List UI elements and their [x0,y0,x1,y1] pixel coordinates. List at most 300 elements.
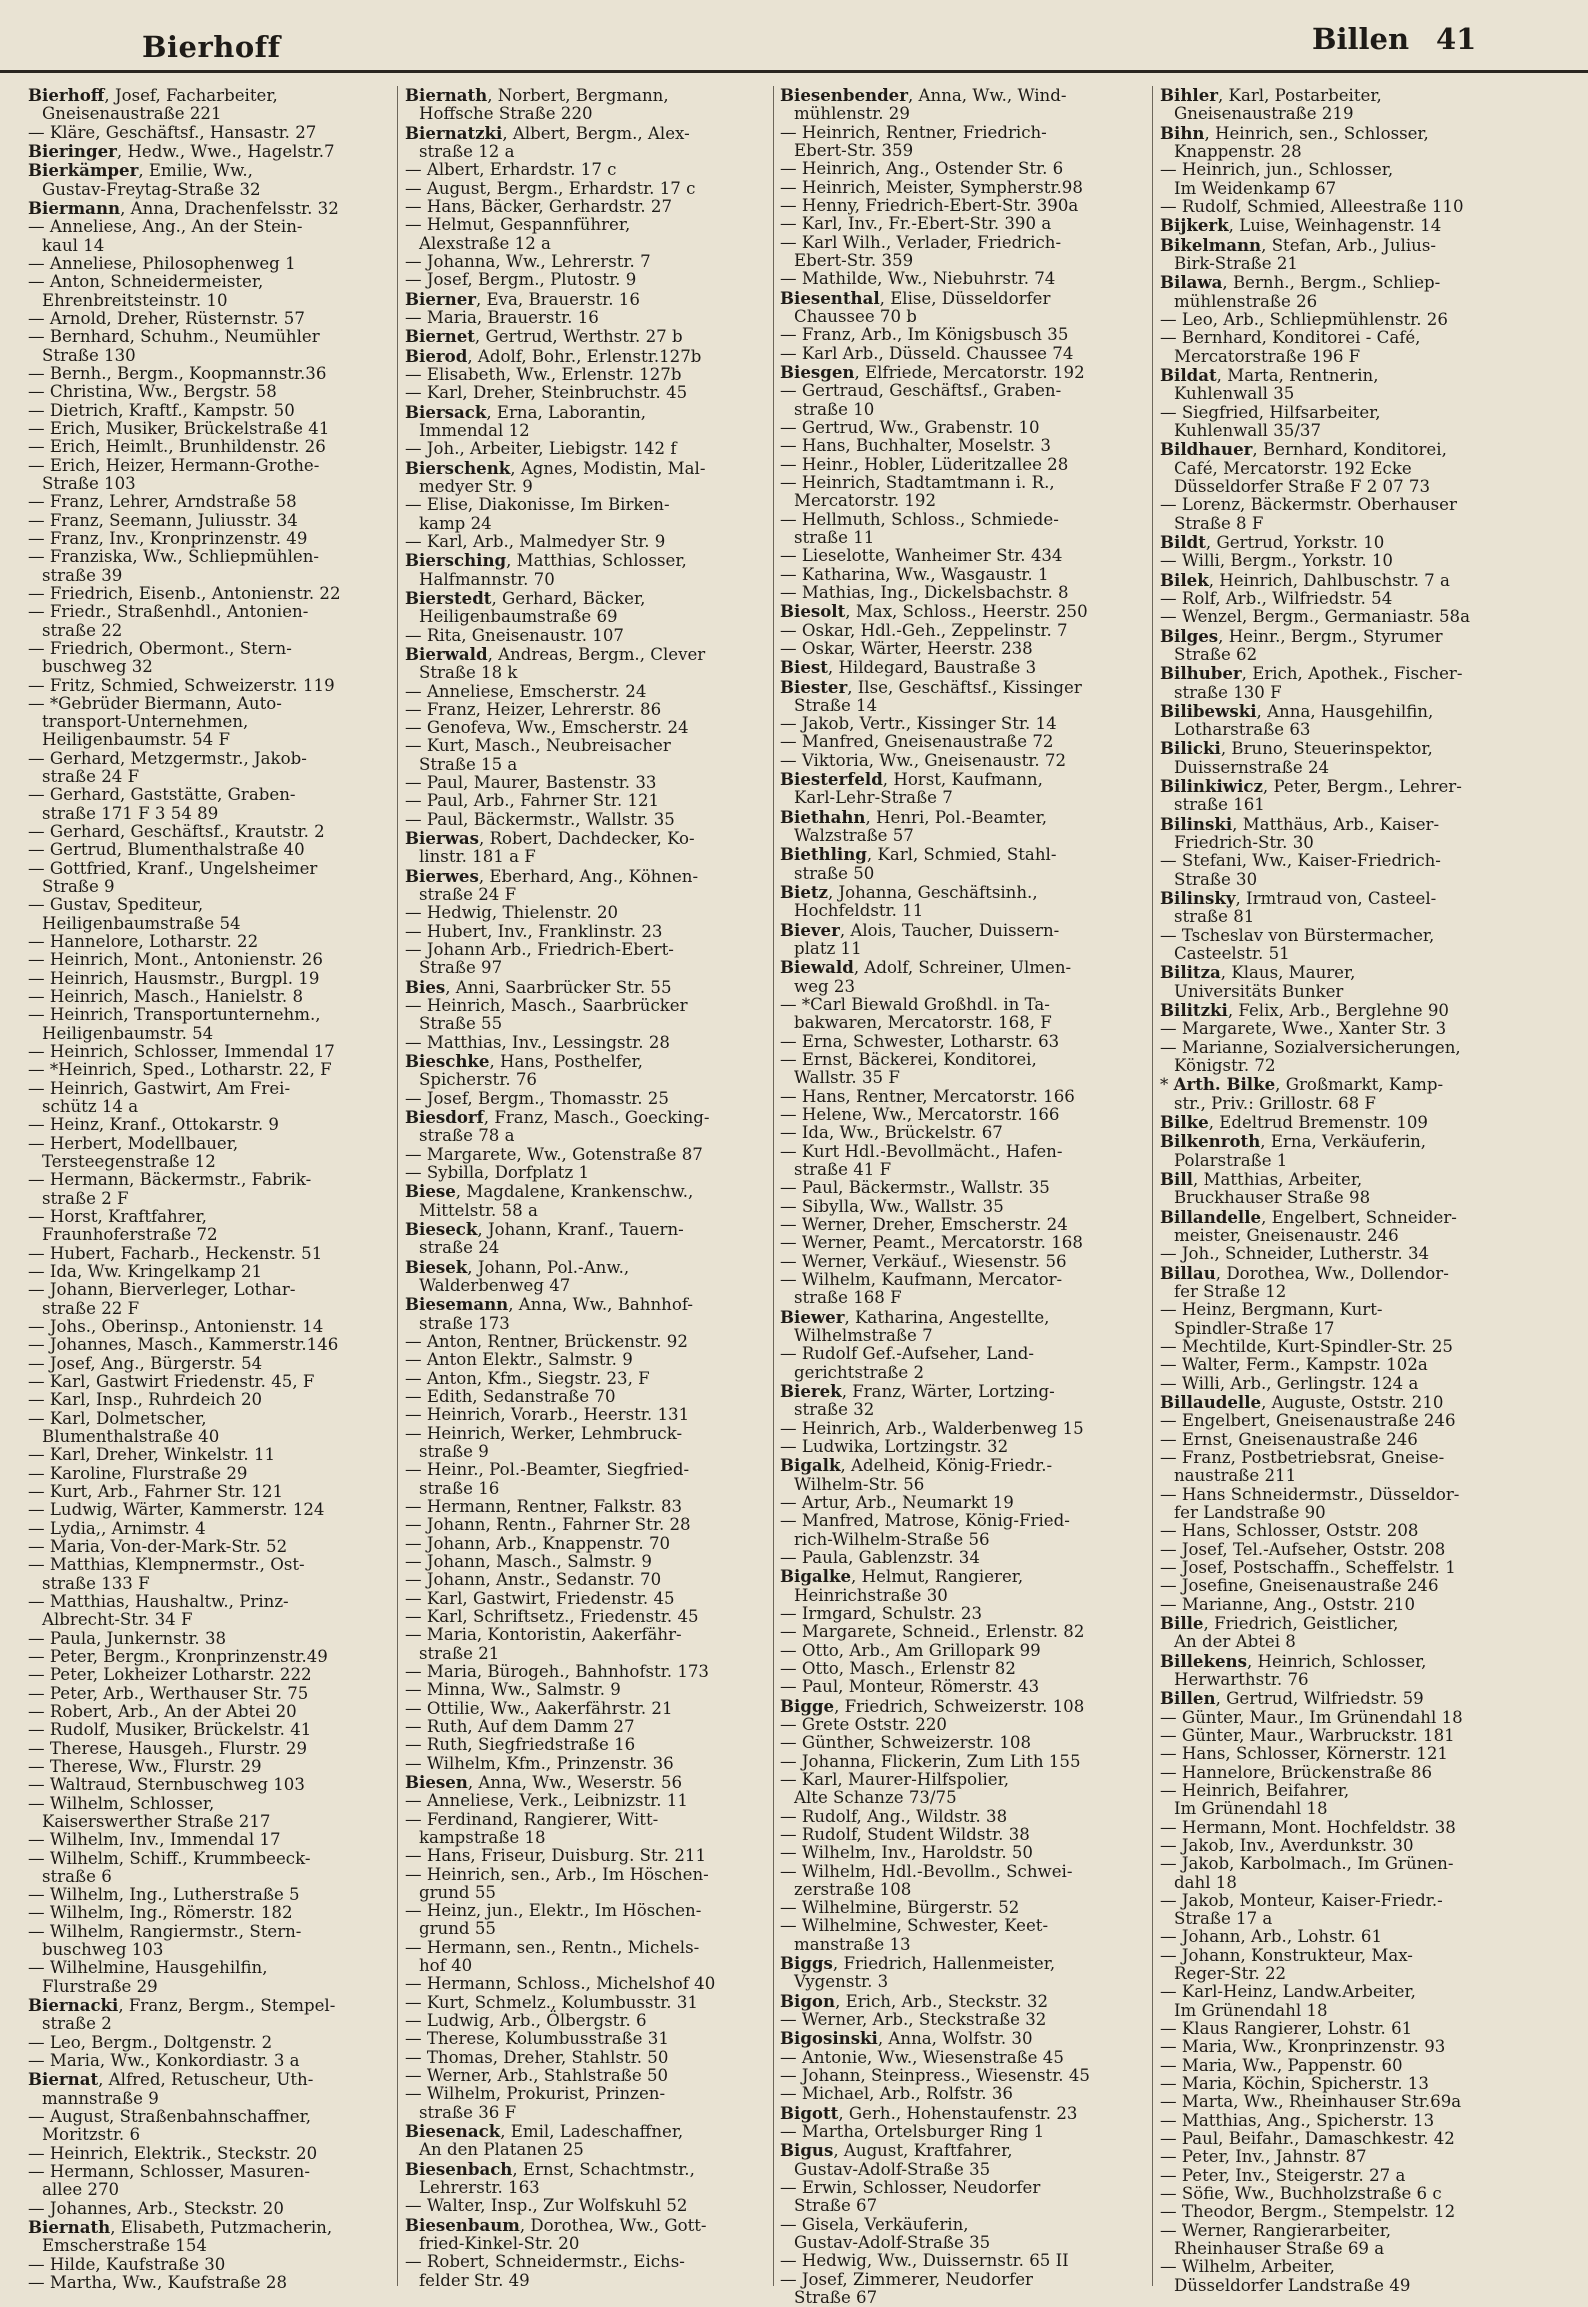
directory-entry-line: — Günter, Maur., Im Grünendahl 18 [1160,1707,1463,1727]
directory-entry-line: — Peter, Arb., Werthauser Str. 75 [28,1683,309,1703]
directory-entry-line: — Werner, Verkäuf., Wiesenstr. 56 [780,1251,1067,1271]
directory-entry-line: — Johannes, Arb., Steckstr. 20 [28,2198,284,2218]
directory-entry-line: Bieringer, Hedw., Wwe., Hagelstr.7 [28,140,335,161]
directory-entry-line: — Bernh., Bergm., Koopmannstr.36 [28,363,327,383]
directory-entry-line: — Rudolf, Student Wildstr. 38 [780,1824,1030,1844]
directory-entry-line: — Walter, Ferm., Kampstr. 102a [1160,1355,1428,1375]
directory-entry-line: Spindler-Straße 17 [1174,1318,1335,1338]
directory-entry-line: straße 22 [42,620,123,640]
directory-entry-line: — Karl, Dreher, Steinbruchstr. 45 [405,383,688,403]
directory-entry-line: Biesenthal, Elise, Düsseldorfer [780,287,1051,308]
directory-entry-line: — Peter, Inv., Jahnstr. 87 [1160,2147,1367,2167]
directory-entry-line: — Paul, Bäckermstr., Wallstr. 35 [780,1178,1050,1198]
directory-entry-line: straße 161 [1174,795,1265,815]
directory-entry-line: — Werner, Arb., Steckstraße 32 [780,2010,1047,2030]
directory-entry-line: Bietz, Johanna, Geschäftsinh., [780,882,1038,903]
directory-entry-line: — August, Bergm., Erhardstr. 17 c [405,178,696,198]
directory-entry-line: Bierwald, Andreas, Bergm., Clever [405,643,706,664]
header-left-catchword: Bierhoff [142,30,281,64]
directory-entry-line: straße 130 F [1174,682,1282,702]
directory-entry-line: — Friedrich, Eisenb., Antonienstr. 22 [28,583,341,603]
directory-entry-line: — Maria, Ww., Konkordiastr. 3 a [28,2051,300,2071]
directory-entry-line: — Kurt, Arb., Fahrner Str. 121 [28,1481,284,1501]
directory-entry-line: — Karl, Maurer-Hilfspolier, [780,1769,1009,1789]
directory-entry-line: Bilkenroth, Erna, Verkäuferin, [1160,1131,1427,1152]
directory-entry-line: — Heinrich, Gastwirt, Am Frei- [28,1078,291,1098]
directory-entry-line: Universitäts Bunker [1174,981,1344,1001]
directory-entry-line: — Heinrich, Arb., Walderbenweg 15 [780,1418,1084,1438]
directory-entry-line: — Gertrud, Blumenthalstraße 40 [28,840,305,860]
directory-entry-line: — Rudolf, Musiker, Brückelstr. 41 [28,1720,312,1740]
directory-entry-line: — Wilhelm, Ing., Lutherstraße 5 [28,1885,300,1905]
directory-entry-line: Lotharstraße 63 [1174,720,1311,740]
directory-entry-line: Biermann, Anna, Drachenfelsstr. 32 [28,197,339,218]
directory-entry-line: Café, Mercatorstr. 192 Ecke [1174,458,1412,478]
directory-entry-line: Biesemann, Anna, Ww., Bahnhof- [405,1294,693,1315]
directory-entry-line: — Hermann, sen., Rentn., Michels- [405,1937,700,1957]
directory-entry-line: Ebert-Str. 359 [794,250,914,270]
directory-entry-line: — Karl, Gastwirt Friedenstr. 45, F [28,1371,315,1391]
directory-entry-line: Fraunhoferstraße 72 [42,1225,218,1245]
directory-entry-line: Bille, Friedrich, Geistlicher, [1160,1612,1399,1633]
directory-entry-line: Bilges, Heinr., Bergm., Styrumer [1160,625,1443,646]
directory-entry-line: — Maria, Von-der-Mark-Str. 52 [28,1536,288,1556]
directory-entry-line: — Dietrich, Kraftf., Kampstr. 50 [28,400,295,420]
directory-entry-line: Rheinhauser Straße 69 a [1174,2239,1385,2259]
directory-entry-line: — Kläre, Geschäftsf., Hansastr. 27 [28,122,317,142]
directory-entry-line: linstr. 181 a F [419,847,536,867]
directory-entry-line: — Heinrich, Masch., Hanielstr. 8 [28,987,304,1007]
directory-entry-line: straße 2 F [42,1188,129,1208]
directory-entry-line: Bihn, Heinrich, sen., Schlosser, [1160,122,1429,143]
directory-entry-line: kaul 14 [42,235,105,255]
directory-entry-line: buschweg 103 [42,1940,164,1960]
directory-entry-line: Bigge, Friedrich, Schweizerstr. 108 [780,1695,1085,1716]
directory-entry-line: Straße 8 F [1174,513,1264,533]
directory-entry-line: — Manfred, Matrose, König-Fried- [780,1511,1070,1531]
directory-entry-line: — Johann, Masch., Salmstr. 9 [405,1551,652,1571]
directory-entry-line: Im Grünendahl 18 [1174,1799,1328,1819]
directory-entry-line: — Katharina, Ww., Wasgaustr. 1 [780,564,1049,584]
directory-entry-line: Straße 15 a [419,754,518,774]
directory-entry-line: gerichtstraße 2 [794,1362,925,1382]
directory-entry-line: rich-Wilhelm-Straße 56 [794,1529,990,1549]
directory-entry-line: straße 22 F [42,1298,140,1318]
directory-entry-line: Karl-Lehr-Straße 7 [794,788,953,808]
directory-entry-line: — Ida, Ww., Brückelstr. 67 [780,1123,1003,1143]
directory-entry-line: bakwaren, Mercatorstr. 168, F [794,1013,1052,1033]
directory-entry-line: Walderbenweg 47 [419,1276,571,1295]
directory-entry-line: allee 270 [42,2180,120,2200]
directory-entry-line: — Karl, Arb., Malmedyer Str. 9 [405,531,666,551]
directory-entry-line: Gustav-Adolf-Straße 35 [794,2159,991,2179]
directory-entry-line: — Marianne, Ang., Oststr. 210 [1160,1594,1416,1614]
directory-entry-line: — Grete Oststr. 220 [780,1714,947,1734]
directory-entry-line: — Ottilie, Ww., Aakerfährstr. 21 [405,1698,673,1718]
directory-entry-line: Billau, Dorothea, Ww., Dollendor- [1160,1262,1449,1283]
directory-column-1 [28,85,388,2293]
directory-entry-line: Bilibewski, Anna, Hausgehilfin, [1160,700,1434,721]
directory-entry-line: — Jakob, Monteur, Kaiser-Friedr.- [1160,1890,1443,1910]
directory-entry-line: — Rita, Gneisenaustr. 107 [405,625,624,645]
directory-entry-line: — Heinz, Kranf., Ottokarstr. 9 [28,1115,279,1135]
directory-entry-line: Immendal 12 [419,420,530,440]
directory-entry-line: str., Priv.: Grillostr. 68 F [1174,1093,1376,1113]
column-divider [1152,86,1153,2286]
directory-entry-line: — Arnold, Dreher, Rüsternstr. 57 [28,308,305,328]
directory-entry-line: Bijkerk, Luise, Weinhagenstr. 14 [1160,215,1442,236]
directory-entry-line: Biersching, Matthias, Schlosser, [405,550,687,571]
directory-entry-line: — Johannes, Masch., Kammerstr.146 [28,1335,339,1355]
directory-entry-line: straße 9 [419,1441,489,1461]
directory-entry-line: meister, Gneisenaustr. 246 [1174,1226,1399,1246]
directory-entry-line: weg 23 [794,976,856,996]
directory-entry-line: — Hannelore, Brückenstraße 86 [1160,1762,1432,1782]
directory-entry-line: — Wilhelm, Rangiermstr., Stern- [28,1921,302,1941]
directory-entry-line: — Heinrich, Schlosser, Immendal 17 [28,1042,335,1062]
directory-entry-line: — Johann, Bierverleger, Lothar- [28,1280,296,1300]
directory-entry-line: zerstraße 108 [794,1879,912,1899]
directory-entry-line: — Erich, Heimlt., Brunhildenstr. 26 [28,437,326,457]
directory-entry-line: — Theodor, Bergm., Stempelstr. 12 [1160,2202,1456,2222]
directory-entry-line: — Hans, Schlosser, Körnerstr. 121 [1160,1744,1448,1764]
directory-entry-line: — Heinrich, sen., Arb., Im Höschen- [405,1864,709,1884]
directory-entry-line: — Peter, Bergm., Kronprinzenstr.49 [28,1646,328,1666]
directory-entry-line: — Heinrich, Ang., Ostender Str. 6 [780,159,1064,179]
directory-entry-line: Bierek, Franz, Wärter, Lortzing- [780,1380,1055,1401]
directory-entry-line: Heiligenbaumstr. 54 [42,1023,214,1043]
directory-entry-line: Bihler, Karl, Postarbeiter, [1160,85,1382,105]
directory-entry-line: — Gerhard, Geschäftsf., Krautstr. 2 [28,822,325,842]
directory-entry-line: fer Straße 12 [1174,1282,1287,1301]
directory-entry-line: Straße 103 [42,473,136,493]
directory-entry-line: Bierhoff, Josef, Facharbeiter, [28,85,278,105]
directory-entry-line: — Wilhelm, Inv., Haroldstr. 50 [780,1843,1033,1863]
directory-entry-line: dahl 18 [1174,1872,1237,1892]
directory-entry-line: — Karl, Gastwirt, Friedenstr. 45 [405,1588,675,1608]
directory-entry-line: — Siegfried, Hilfsarbeiter, [1160,402,1381,422]
directory-entry-line: mühlenstraße 26 [1174,291,1318,311]
directory-entry-line: — Helmut, Gespannführer, [405,215,631,235]
directory-entry-line: straße 11 [794,527,875,547]
directory-entry-line: Straße 67 [794,2288,878,2307]
directory-entry-line: Bigott, Gerh., Hohenstaufenstr. 23 [780,2102,1078,2123]
directory-entry-line: Polarstraße 1 [1174,1150,1288,1170]
directory-entry-line: Moritzstr. 6 [42,2125,141,2145]
directory-entry-line: — *Heinrich, Sped., Lotharstr. 22, F [28,1060,332,1080]
directory-entry-line: Blumenthalstraße 40 [42,1426,220,1446]
directory-entry-line: — Matthias, Klempnermstr., Ost- [28,1555,305,1575]
directory-entry-line: — Otto, Masch., Erlenstr 82 [780,1658,1016,1678]
directory-entry-line: An der Abtei 8 [1174,1632,1296,1652]
directory-entry-line: — Wilhelm, Inv., Immendal 17 [28,1830,281,1850]
directory-entry-line: — Waltraud, Sternbuschweg 103 [28,1775,305,1795]
directory-entry-line: — Willi, Bergm., Yorkstr. 10 [1160,551,1393,571]
directory-entry-line: — Therese, Hausgeh., Flurstr. 29 [28,1738,307,1758]
directory-entry-line: Biesek, Johann, Pol.-Anw., [405,1256,630,1277]
directory-entry-line: straße 78 a [419,1126,515,1146]
directory-entry-line: Ebert-Str. 359 [794,140,914,160]
directory-entry-line: Straße 130 [42,345,136,365]
directory-entry-line: — Josef, Ang., Bürgerstr. 54 [28,1353,263,1373]
directory-entry-line: — Hubert, Inv., Franklinstr. 23 [405,921,663,941]
directory-entry-line: straße 39 [42,565,123,585]
directory-entry-line: — Johann, Anstr., Sedanstr. 70 [405,1570,662,1590]
directory-entry-line: — Anton, Kfm., Siegstr. 23, F [405,1368,650,1388]
directory-entry-line: — Paul, Bäckermstr., Wallstr. 35 [405,809,675,829]
directory-entry-line: — Helene, Ww., Mercatorstr. 166 [780,1105,1060,1125]
directory-entry-line: — Oskar, Wärter, Heerstr. 238 [780,638,1033,658]
directory-entry-line: Birk-Straße 21 [1174,253,1298,273]
directory-entry-line: Bigalke, Helmut, Rangierer, [780,1566,1024,1587]
directory-entry-line: — Franz, Seemann, Juliusstr. 34 [28,510,298,530]
directory-entry-line: — Hedwig, Thielenstr. 20 [405,903,619,923]
directory-entry-line: Friedrich-Str. 30 [1174,833,1314,853]
directory-entry-line: — Oskar, Hdl.-Geh., Zeppelinstr. 7 [780,620,1068,640]
directory-entry-line: Biesenack, Emil, Ladeschaffner, [405,2121,684,2142]
directory-entry-line: — Artur, Arb., Neumarkt 19 [780,1492,1014,1512]
directory-entry-line: — *Carl Biewald Großhdl. in Ta- [780,995,1050,1015]
directory-entry-line: — Leo, Arb., Schliepmühlenstr. 26 [1160,309,1448,329]
directory-entry-line: Biesenbach, Ernst, Schachtmstr., [405,2158,695,2179]
directory-entry-line: — Friedrich, Obermont., Stern- [28,638,292,658]
directory-entry-line: — Robert, Arb., An der Abtei 20 [28,1701,297,1721]
directory-entry-line: — Lorenz, Bäckermstr. Oberhauser [1160,495,1457,515]
directory-entry-line: Biernat, Alfred, Retuscheur, Uth- [28,2069,314,2090]
directory-entry-line: — Hermann, Mont. Hochfeldstr. 38 [1160,1817,1456,1837]
directory-entry-line: — Johann Arb., Friedrich-Ebert- [405,940,674,960]
directory-entry-line: Bilitza, Klaus, Maurer, [1160,962,1356,983]
directory-entry-line: — Ernst, Bäckerei, Konditorei, [780,1050,1037,1070]
directory-entry-line: — Karl, Insp., Ruhrdeich 20 [28,1390,263,1410]
directory-entry-line: — Hilde, Kaufstraße 30 [28,2254,226,2274]
directory-entry-line: straße 50 [794,863,875,883]
directory-entry-line: — Ludwig, Wärter, Kammerstr. 124 [28,1500,325,1520]
directory-entry-line: — Matthias, Ang., Spicherstr. 13 [1160,2110,1435,2130]
directory-entry-line: Wallstr. 35 F [794,1068,900,1088]
directory-entry-line: — Rolf, Arb., Wilfriedstr. 54 [1160,588,1393,608]
directory-entry-line: Chaussee 70 b [794,306,917,326]
directory-entry-line: — Tscheslav von Bürstermacher, [1160,925,1435,945]
directory-entry-line: — Walter, Insp., Zur Wolfskuhl 52 [405,2196,688,2216]
directory-entry-line: — Werner, Peamt., Mercatorstr. 168 [780,1233,1083,1253]
directory-entry-line: straße 2 [42,2014,112,2034]
directory-entry-line: Bikelmann, Stefan, Arb., Julius- [1160,234,1436,255]
directory-entry-line: — Ferdinand, Rangierer, Witt- [405,1809,659,1829]
directory-entry-line: Bilke, Edeltrud Bremenstr. 109 [1160,1112,1428,1133]
directory-entry-line: — Heinrich, Mont., Antonienstr. 26 [28,950,323,970]
directory-entry-line: — Minna, Ww., Salmstr. 9 [405,1680,621,1700]
directory-entry-line: — Josef, Zimmerer, Neudorfer [780,2269,1033,2289]
directory-entry-line: — Werner, Dreher, Emscherstr. 24 [780,1215,1068,1235]
directory-entry-line: — Elisabeth, Ww., Erlenstr. 127b [405,364,682,384]
directory-entry-line: — Leo, Bergm., Doltgenstr. 2 [28,2032,273,2052]
directory-entry-line: Walzstraße 57 [794,826,914,846]
directory-entry-line: — Therese, Kolumbusstraße 31 [405,2029,669,2049]
directory-entry-line: Düsseldorfer Landstraße 49 [1174,2275,1411,2295]
directory-entry-line: straße 171 F 3 54 89 [42,803,219,823]
directory-entry-line: — Ernst, Gneisenaustraße 246 [1160,1429,1418,1449]
directory-entry-line: Mittelstr. 58 a [419,1200,538,1220]
directory-entry-line: platz 11 [794,939,862,959]
directory-entry-line: — Rudolf, Schmied, Alleestraße 110 [1160,196,1464,216]
directory-entry-line: — Gerhard, Gaststätte, Graben- [28,785,296,805]
directory-entry-line: — Paul, Maurer, Bastenstr. 33 [405,773,657,793]
directory-entry-line: — Gisela, Verkäuferin, [780,2214,969,2234]
directory-entry-line: — Hellmuth, Schloss., Schmiede- [780,509,1059,529]
directory-entry-line: — Jakob, Vertr., Kissinger Str. 14 [780,714,1057,734]
directory-entry-line: Billandelle, Engelbert, Schneider- [1160,1206,1457,1227]
directory-entry-line: — Hans, Schlosser, Oststr. 208 [1160,1521,1419,1541]
directory-entry-line: — Manfred, Gneisenaustraße 72 [780,732,1054,752]
directory-entry-line: — Heinrich, Transportunternehm., [28,1005,321,1025]
directory-entry-line: — Heinrich, Hausmstr., Burgpl. 19 [28,968,320,988]
directory-entry-line: Bierstedt, Gerhard, Bäcker, [405,587,646,608]
directory-entry-line: — Lydia,, Arnimstr. 4 [28,1518,206,1538]
directory-entry-line: — Marianne, Sozialversicherungen, [1160,1037,1461,1057]
directory-entry-line: — Johann, Konstrukteur, Max- [1160,1945,1413,1965]
directory-entry-line: Hochfeldstr. 11 [794,901,924,921]
directory-entry-line: — Karl Wilh., Verlader, Friedrich- [780,232,1062,252]
directory-entry-line: Biernacki, Franz, Bergm., Stempel- [28,1995,336,2016]
directory-entry-line: Bill, Matthias, Arbeiter, [1160,1169,1363,1190]
directory-entry-line: — Peter, Lokheizer Lotharstr. 222 [28,1665,312,1685]
directory-entry-line: — Anton, Schneidermeister, [28,272,264,292]
directory-entry-line: Straße 18 k [419,663,518,683]
directory-entry-line: Bilitzki, Felix, Arb., Berglehne 90 [1160,1000,1449,1021]
directory-entry-line: — Matthias, Haushaltw., Prinz- [28,1591,289,1611]
directory-entry-line: Wilhelm-Str. 56 [794,1474,925,1494]
directory-entry-line: — Mathias, Ing., Dickelsbachstr. 8 [780,582,1069,602]
directory-entry-line: — Ruth, Auf dem Damm 27 [405,1716,635,1736]
directory-entry-line: — Heinrich, Meister, Sympherstr.98 [780,177,1083,197]
directory-entry-line: — Sybilla, Dorfplatz 1 [405,1163,590,1183]
directory-entry-line: Bilek, Heinrich, Dahlbuschstr. 7 a [1160,569,1450,590]
directory-entry-line: — Anneliese, Ang., An der Stein- [28,217,303,237]
directory-entry-line: — Heinr., Hobler, Lüderitzallee 28 [780,454,1069,474]
directory-entry-line: — Herbert, Modellbauer, [28,1133,239,1153]
directory-entry-line: Biesolt, Max, Schloss., Heerstr. 250 [780,601,1088,622]
directory-entry-line: Biernath, Norbert, Bergmann, [405,85,669,105]
directory-entry-line: — Wilhelmine, Schwester, Keet- [780,1916,1049,1936]
directory-entry-line: Duissernstraße 24 [1174,757,1330,777]
directory-entry-line: — Werner, Arb., Stahlstraße 50 [405,2066,669,2086]
directory-entry-line: — Maria, Bürogeh., Bahnhofstr. 173 [405,1661,709,1681]
directory-entry-line: Im Weidenkamp 67 [1174,178,1337,198]
directory-entry-line: — Hermann, Schloss., Michelshof 40 [405,1974,716,1994]
directory-entry-line: — Lieselotte, Wanheimer Str. 434 [780,546,1063,566]
directory-entry-line: — Bernhard, Schuhm., Neumühler [28,327,320,347]
directory-entry-line: — Paul, Monteur, Römerstr. 43 [780,1677,1040,1697]
directory-entry-line: — Maria, Kontoristin, Aakerfähr- [405,1625,682,1645]
directory-entry-line: Biewald, Adolf, Schreiner, Ulmen- [780,957,1072,978]
directory-entry-line: Bigosinski, Anna, Wolfstr. 30 [780,2028,1033,2049]
directory-entry-line: Bies, Anni, Saarbrücker Str. 55 [405,976,672,997]
page-header [0,0,1588,73]
directory-entry-line: Billekens, Heinrich, Schlosser, [1160,1650,1427,1671]
directory-entry-line: Biever, Alois, Taucher, Duissern- [780,919,1060,940]
directory-entry-line: Biernatzki, Albert, Bergm., Alex- [405,122,690,143]
directory-entry-line: Bigus, August, Kraftfahrer, [780,2140,1013,2161]
directory-entry-line: — Karl, Dreher, Winkelstr. 11 [28,1445,276,1465]
directory-entry-line: Straße 14 [794,695,878,715]
directory-entry-line: — Bernhard, Konditorei - Café, [1160,328,1421,348]
directory-entry-line: An den Platanen 25 [419,2140,584,2160]
directory-entry-line: Bierod, Adolf, Bohr., Erlenstr.127b [405,345,702,366]
directory-entry-line: Bierwes, Eberhard, Ang., Köhnen- [405,865,699,886]
directory-entry-line: mannstraße 9 [42,2088,159,2108]
directory-entry-line: — Margarete, Schneid., Erlenstr. 82 [780,1622,1085,1642]
directory-entry-line: — Erich, Musiker, Brückelstraße 41 [28,418,330,438]
directory-entry-line: — Anton Elektr., Salmstr. 9 [405,1350,633,1370]
directory-entry-line: Bilinski, Matthäus, Arb., Kaiser- [1160,813,1440,834]
directory-entry-line: — Heinr., Pol.-Beamter, Siegfried- [405,1460,690,1480]
directory-entry-line: — Maria, Ww., Pappenstr. 60 [1160,2055,1403,2075]
directory-entry-line: — Gertraud, Geschäftsf., Graben- [780,381,1062,401]
directory-entry-line: Lehrerstr. 163 [419,2178,540,2198]
directory-entry-line: — Johanna, Flickerin, Zum Lith 155 [780,1751,1081,1771]
directory-entry-line: — Engelbert, Gneisenaustraße 246 [1160,1411,1456,1431]
directory-entry-line: — Karl, Schriftsetz., Friedenstr. 45 [405,1606,699,1626]
directory-entry-line: — Anneliese, Emscherstr. 24 [405,681,647,701]
directory-entry-line: — Hannelore, Lotharstr. 22 [28,932,259,952]
directory-entry-line: Biggs, Friedrich, Hallenmeister, [780,1953,1056,1974]
directory-entry-line: — Hermann, Rentner, Falkstr. 83 [405,1496,683,1516]
directory-column-3 [780,85,1146,2307]
directory-entry-line: straße 24 F [419,885,517,905]
directory-entry-line: — Johann, Arb., Knappenstr. 70 [405,1533,671,1553]
directory-entry-line: — Hans, Friseur, Duisburg. Str. 211 [405,1846,707,1866]
directory-entry-line: fried-Kinkel-Str. 20 [419,2234,580,2254]
directory-entry-line: — Josef, Postschaffn., Scheffelstr. 1 [1160,1557,1456,1577]
header-right-catchword: Billen [1312,22,1410,56]
directory-entry-line: — Franz, Postbetriebsrat, Gneise- [1160,1447,1445,1467]
directory-entry-line: Biethahn, Henri, Pol.-Beamter, [780,806,1048,827]
directory-entry-line: — Wilhelm, Hdl.-Bevollm., Schwei- [780,1861,1073,1881]
directory-entry-line: mühlenstr. 29 [794,104,910,124]
directory-entry-line: straße 16 [419,1478,500,1498]
directory-entry-line: — Wilhelm, Kfm., Prinzenstr. 36 [405,1753,674,1773]
directory-entry-line: — Günter, Maur., Warbruckstr. 181 [1160,1725,1455,1745]
directory-entry-line: schütz 14 a [42,1097,139,1117]
directory-entry-line: transport-Unternehmen, [42,712,249,732]
directory-entry-line: — Josef, Tel.-Aufseher, Oststr. 208 [1160,1539,1446,1559]
directory-entry-line: — Heinrich, Stadtamtmann i. R., [780,472,1055,492]
directory-entry-line: — Edith, Sedanstraße 70 [405,1386,616,1406]
directory-entry-line: — Maria, Ww., Kronprinzenstr. 93 [1160,2037,1446,2057]
directory-column-4 [1160,85,1522,2295]
directory-entry-line: Biest, Hildegard, Baustraße 3 [780,657,1037,678]
directory-entry-line: — Heinrich, Beifahrer, [1160,1780,1350,1800]
directory-entry-line: naustraße 211 [1174,1466,1297,1486]
directory-entry-line: Straße 55 [419,1014,503,1034]
directory-entry-line: — Franz, Lehrer, Arndstraße 58 [28,492,297,512]
directory-entry-line: — Johs., Oberinsp., Antonienstr. 14 [28,1316,324,1336]
directory-entry-line: — Günther, Schweizerstr. 108 [780,1733,1032,1753]
directory-entry-line: Bierwas, Robert, Dachdecker, Ko- [405,828,695,849]
directory-entry-line: — Fritz, Schmied, Schweizerstr. 119 [28,675,335,695]
directory-entry-line: — Paula, Gablenzstr. 34 [780,1547,980,1567]
directory-entry-line: — Hermann, Schlosser, Masuren- [28,2162,310,2182]
directory-entry-line: — Johann, Steinpress., Wiesenstr. 45 [780,2066,1090,2086]
directory-entry-line: — Wilhelmine, Bürgerstr. 52 [780,1898,1020,1918]
directory-entry-line: — Gertrud, Ww., Grabenstr. 10 [780,417,1040,437]
directory-entry-line: — Thomas, Dreher, Stahlstr. 50 [405,2047,669,2067]
directory-entry-line: Mercatorstr. 192 [794,491,937,511]
directory-entry-line: Gneisenaustraße 221 [42,104,222,124]
directory-entry-line: Vygenstr. 3 [794,1972,889,1992]
directory-entry-line: — Hubert, Facharb., Heckenstr. 51 [28,1243,323,1263]
